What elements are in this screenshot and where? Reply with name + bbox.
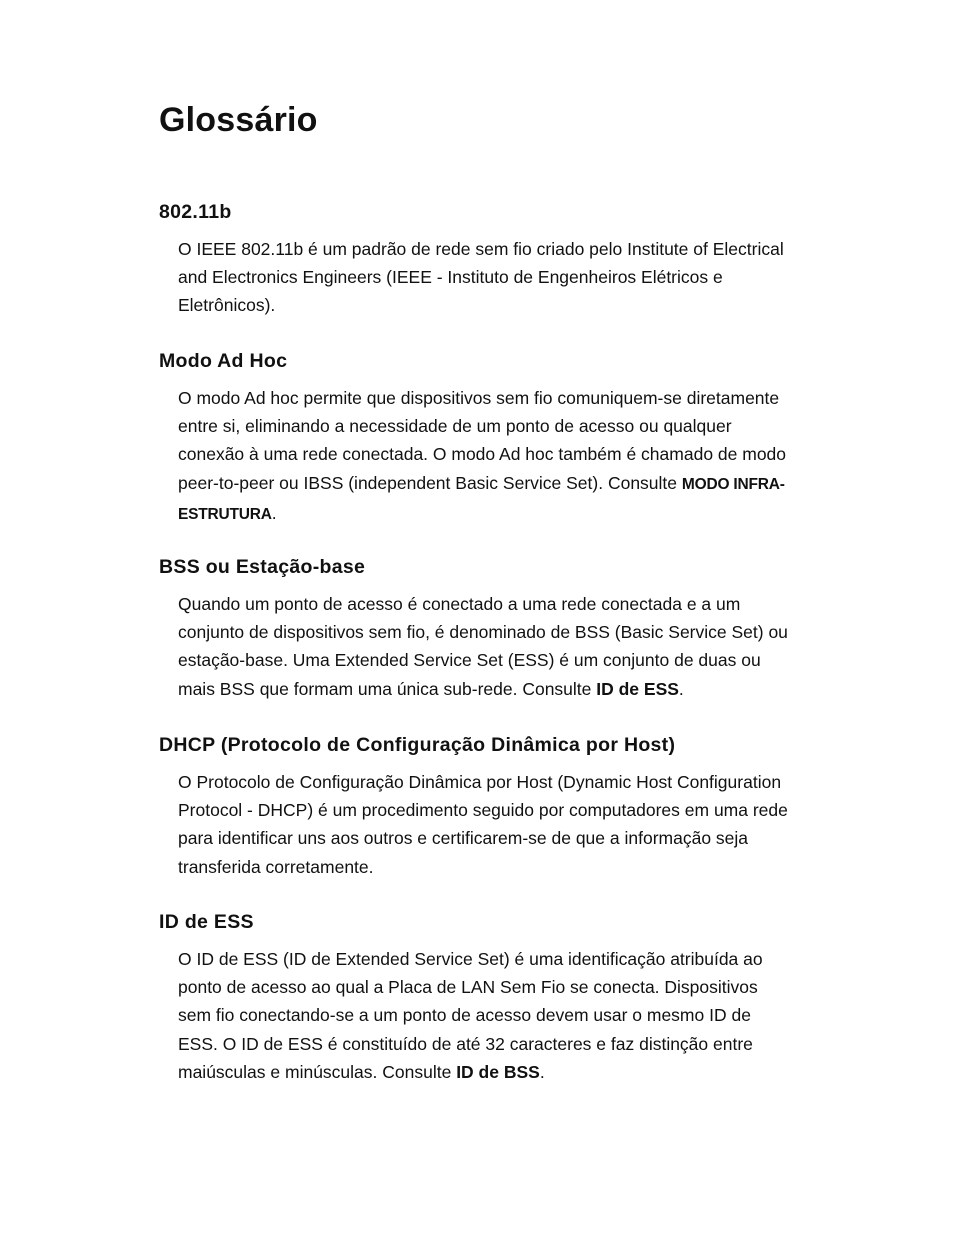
glossary-entry-modo-ad-hoc [159,348,859,529]
definition-line: ESS. O ID de ESS é constituído de até 32 caracteres e faz distinção entre [178,1033,753,1054]
cross-reference-link[interactable]: ID de BSS [456,1061,540,1082]
glossary-definition [178,768,860,881]
definition-line: O ID de ESS (ID de Extended Service Set) é uma identificação atribuída ao [178,949,763,969]
definition-line [178,469,860,499]
definition-line: conjunto de dispositivos sem fio, é denominado de BSS (Basic Service Set) ou [178,622,788,643]
glossary-definition [178,590,860,703]
glossary-definition [178,235,860,320]
definition-line [178,675,860,703]
glossary-entry-id-de-ess [159,909,859,1086]
glossary-entry-802-11b [159,199,859,320]
cross-reference-link[interactable]: ESTRUTURA [178,505,272,523]
page-title: Glossário [159,101,318,139]
definition-text: . [678,678,684,699]
definition-line: Eletrônicos). [178,295,276,316]
definition-line [178,1058,860,1086]
definition-line: estação-base. Uma Extended Service Set (ESS) é um conjunto de duas ou [178,650,761,671]
definition-line: O Protocolo de Configuração Dinâmica por Host (Dynamic Host Configuration [178,772,782,792]
glossary-term: 802.11b [159,201,232,223]
definition-line: Protocol - DHCP) é um procedimento seguido por computadores em uma rede [178,800,788,821]
definition-text: mais BSS que formam uma única sub-rede. Consulte [178,678,597,699]
definition-text: peer-to-peer ou IBSS (independent Basic Service Set). Consulte [178,472,682,493]
definition-line: para identificar uns aos outros e certificarem-se de que a informação seja [178,828,749,849]
definition-line: entre si, eliminando a necessidade de um ponto de acesso ou qualquer [178,416,732,437]
definition-line: sem fio conectando-se a um ponto de acesso devem usar o mesmo ID de [178,1005,751,1026]
definition-line: ponto de acesso ao qual a Placa de LAN Sem Fio se conecta. Dispositivos [178,977,758,998]
glossary-entry-dhcp [159,732,859,881]
definition-text: maiúsculas e minúsculas. Consulte [178,1061,457,1082]
cross-reference-link[interactable]: MODO INFRA- [681,475,785,493]
glossary-term: DHCP (Protocolo de Configuração Dinâmica por Host) [159,734,676,756]
definition-text: . [271,502,277,523]
definition-line: O modo Ad hoc permite que dispositivos sem fio comuniquem-se diretamente [178,388,780,408]
definition-text: . [539,1061,545,1082]
glossary-term: BSS ou Estação-base [159,556,366,578]
definition-line: and Electronics Engineers (IEEE - Instituto de Engenheiros Elétricos e [178,267,723,288]
definition-line: conexão à uma rede conectada. O modo Ad hoc também é chamado de modo [178,444,787,465]
cross-reference-link[interactable]: ID de ESS [596,678,679,699]
definition-line: O IEEE 802.11b é um padrão de rede sem fio criado pelo Institute of Electrical [178,239,784,259]
glossary-term: Modo Ad Hoc [159,350,288,372]
glossary-entry-bss [159,554,859,703]
definition-line [178,499,860,529]
glossary-definition [178,945,860,1086]
definition-line: transferida corretamente. [178,856,374,877]
glossary-definition [178,384,860,529]
definition-line: Quando um ponto de acesso é conectado a uma rede conectada e a um [178,594,741,614]
glossary-term: ID de ESS [159,911,254,933]
